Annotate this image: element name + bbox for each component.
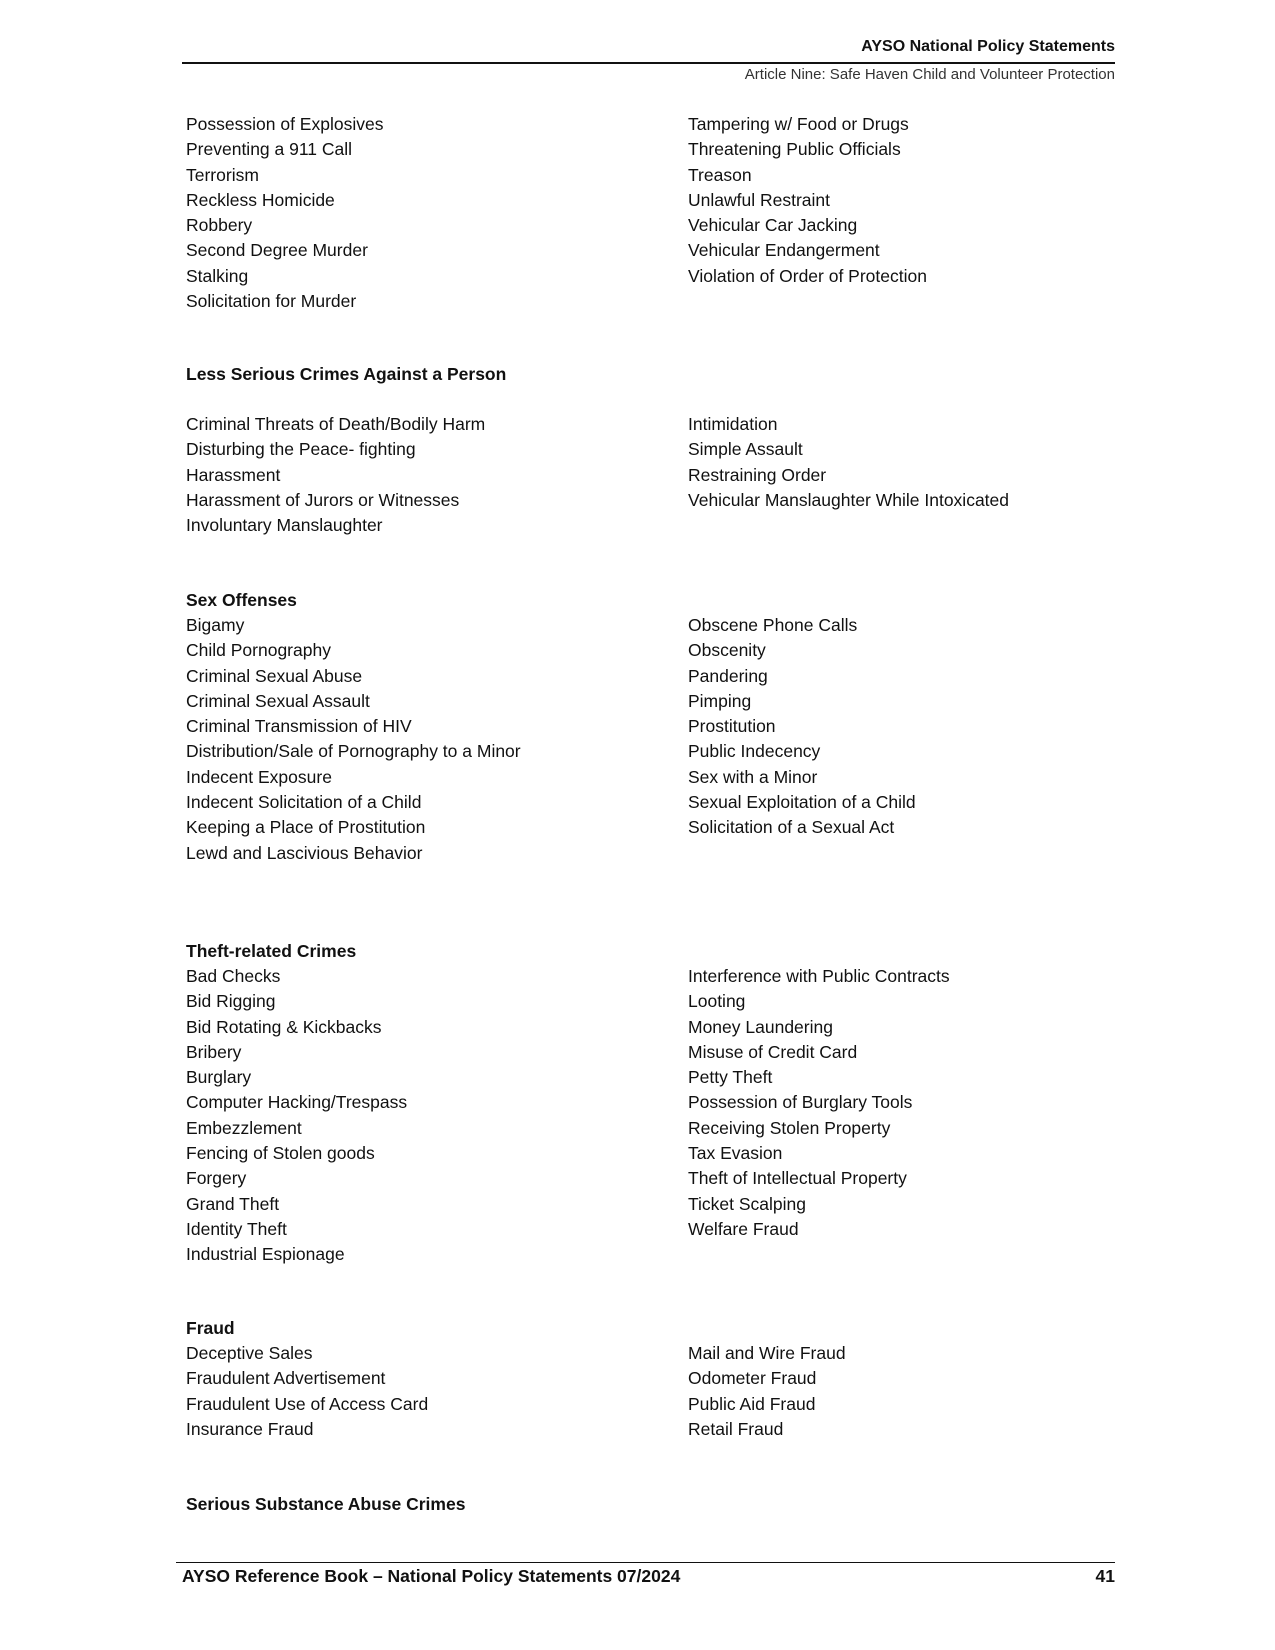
list-item: Sex with a Minor [688,766,818,787]
list-item: Odometer Fraud [688,1368,817,1389]
page-number: 41 [1095,1566,1115,1586]
list-item: Possession of Explosives [186,114,384,134]
list-item: Vehicular Car Jacking [688,215,858,236]
list-item: Embezzlement [186,1117,302,1138]
list-item: Unlawful Restraint [688,189,830,210]
list-item: Harassment [186,464,281,485]
section-heading-less-serious: Less Serious Crimes Against a Person [186,364,507,384]
list-item: Violation of Order of Protection [688,265,927,286]
list-item: Fraudulent Advertisement [186,1368,386,1389]
continued-list-left [186,112,666,314]
list-item: Forgery [186,1168,247,1189]
list-item: Pimping [688,690,752,711]
list-item: Solicitation of a Sexual Act [688,817,895,838]
less-serious-list-right [688,412,1128,513]
list-item: Obscenity [688,640,766,661]
list-item: Robbery [186,215,253,236]
list-item: Treason [688,164,752,185]
list-item: Distribution/Sale of Pornography to a Minor [186,741,521,762]
list-item: Insurance Fraud [186,1418,314,1439]
list-item: Preventing a 911 Call [186,139,353,160]
list-item: Misuse of Credit Card [688,1041,858,1062]
list-item: Receiving Stolen Property [688,1117,891,1138]
list-item: Grand Theft [186,1193,280,1214]
list-item: Involuntary Manslaughter [186,515,383,536]
list-item: Pandering [688,665,768,686]
list-item: Solicitation for Murder [186,291,357,312]
list-item: Deceptive Sales [186,1343,313,1363]
list-item: Restraining Order [688,464,827,485]
list-item: Second Degree Murder [186,240,368,261]
section-heading-fraud: Fraud [186,1318,235,1338]
list-item: Identity Theft [186,1218,287,1239]
list-item: Retail Fraud [688,1418,784,1439]
list-item: Threatening Public Officials [688,139,901,160]
less-serious-list-left [186,412,666,538]
sex-offenses-list-right [688,613,1128,841]
list-item: Interference with Public Contracts [688,966,950,986]
continued-list-right [688,112,1128,289]
list-item: Money Laundering [688,1016,833,1037]
list-item: Bid Rotating & Kickbacks [186,1016,382,1037]
list-item: Child Pornography [186,640,331,661]
list-item: Petty Theft [688,1067,773,1088]
running-header-title: AYSO National Policy Statements [861,38,1115,55]
list-item: Criminal Sexual Assault [186,690,370,711]
list-item: Lewd and Lascivious Behavior [186,842,423,863]
list-item: Fencing of Stolen goods [186,1143,375,1164]
list-item: Ticket Scalping [688,1193,807,1214]
list-item: Theft of Intellectual Property [688,1168,907,1189]
list-item: Computer Hacking/Trespass [186,1092,408,1113]
list-item: Criminal Threats of Death/Bodily Harm [186,414,486,434]
header-divider [182,62,1115,64]
list-item: Criminal Sexual Abuse [186,665,363,686]
list-item: Keeping a Place of Prostitution [186,817,426,838]
list-item: Tampering w/ Food or Drugs [688,114,909,134]
list-item: Reckless Homicide [186,189,335,210]
list-item: Public Aid Fraud [688,1393,816,1414]
list-item: Mail and Wire Fraud [688,1343,846,1363]
list-item: Looting [688,991,746,1012]
list-item: Tax Evasion [688,1143,783,1164]
list-item: Public Indecency [688,741,821,762]
list-item: Criminal Transmission of HIV [186,716,412,737]
list-item: Fraudulent Use of Access Card [186,1393,429,1414]
list-item: Bribery [186,1041,242,1062]
list-item: Terrorism [186,164,259,185]
list-item: Obscene Phone Calls [688,615,858,635]
running-header-subtitle: Article Nine: Safe Haven Child and Volunteer Protection [744,66,1115,83]
footer-title: AYSO Reference Book – National Policy Statements 07/2024 [182,1566,681,1586]
list-item: Bigamy [186,615,245,635]
list-item: Indecent Solicitation of a Child [186,792,422,813]
list-item: Bid Rigging [186,991,276,1012]
list-item: Intimidation [688,414,778,434]
list-item: Simple Assault [688,439,803,460]
fraud-list-right [688,1341,1128,1442]
list-item: Indecent Exposure [186,766,332,787]
list-item: Disturbing the Peace- fighting [186,439,416,460]
fraud-list-left [186,1341,666,1442]
footer-divider [176,1562,1115,1563]
list-item: Vehicular Endangerment [688,240,880,261]
list-item: Vehicular Manslaughter While Intoxicated [688,489,1010,510]
section-heading-sex-offenses: Sex Offenses [186,590,297,610]
list-item: Prostitution [688,716,776,737]
list-item: Industrial Espionage [186,1244,345,1265]
list-item: Possession of Burglary Tools [688,1092,913,1113]
list-item: Stalking [186,265,249,286]
section-heading-theft: Theft-related Crimes [186,941,357,961]
theft-list-right [688,964,1128,1242]
list-item: Burglary [186,1067,252,1088]
section-heading-substance-abuse: Serious Substance Abuse Crimes [186,1494,466,1514]
theft-list-left [186,964,666,1268]
list-item: Sexual Exploitation of a Child [688,792,916,813]
sex-offenses-list-left [186,613,666,866]
list-item: Bad Checks [186,966,281,986]
list-item: Harassment of Jurors or Witnesses [186,489,460,510]
list-item: Welfare Fraud [688,1218,799,1239]
